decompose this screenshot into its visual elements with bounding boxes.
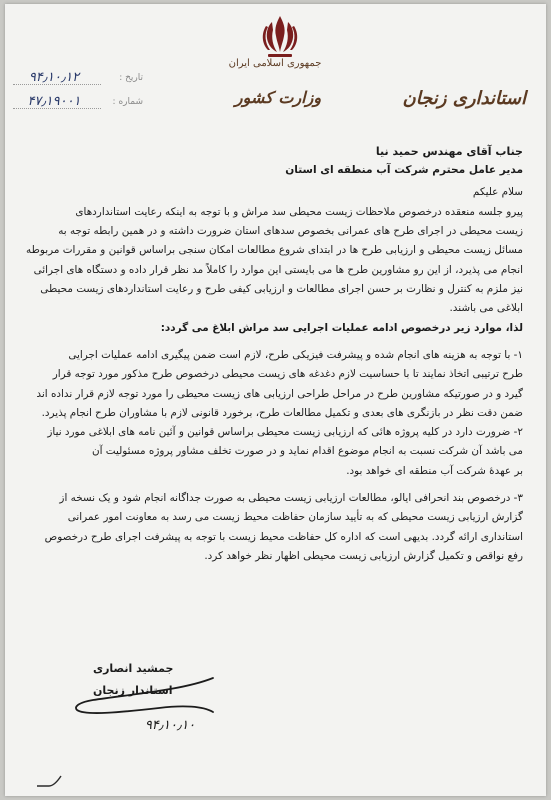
salutation: جناب آقای مهندس حمید نیا bbox=[375, 145, 523, 158]
intro-line: انجام می پذیرد، از این رو مشاورین طرح ها می بایستی این موارد را کاملاً مد نظر قرار داده و دستگاه های اجرائی bbox=[33, 263, 523, 276]
section-heading: لذا، موارد زیر درخصوص ادامه عملیات اجرایی سد مراش ابلاغ می گردد: bbox=[160, 321, 523, 334]
item-2-line: ۲- ضرورت دارد در کلیه پروژه هائی که ارزیابی زیست محیطی براساس قوانین و آئین نامه های ابلاغی مورد نیاز bbox=[47, 426, 523, 439]
ministry-name: وزارت کشور bbox=[234, 88, 322, 107]
intro-line: مسائل زیست محیطی و ارزیابی طرح ها در ابتدای شروع مطالعات امکان سنجی براساس قوانین و مقررات مربوطه bbox=[26, 244, 523, 257]
item-1-line: ضمن دقت نظر در بازنگری های بعدی و تکمیل مطالعات طرح، برخورد قانونی لازم با مشاوران طرح انجام پذیرد. bbox=[41, 406, 523, 419]
signer-title: استاندار زنجان bbox=[93, 684, 173, 697]
item-2-line: بر عهدهٔ شرکت آب منطقه ای خواهد بود. bbox=[346, 464, 523, 477]
item-3-line: استانداری ارائه گردد. بدیهی است که اداره کل حفاظت محیط زیست با توجه به پیشرفت اجرای طرح درخصوص bbox=[44, 530, 523, 543]
item-3-line: گزارش ارزیابی زیست محیطی که به تأیید سازمان حفاظت محیط زیست می رسد به معاونت امور عمرانی bbox=[67, 511, 523, 524]
date-field bbox=[13, 70, 143, 88]
intro-paragraph bbox=[23, 203, 523, 319]
item-1 bbox=[23, 346, 523, 423]
greeting: سلام علیکم bbox=[472, 185, 523, 198]
intro-line: زیست محیطی در اجرای طرح های عمرانی بخصوص سدهای استان ضرورت داشته و در همین رابطه توجه به bbox=[58, 225, 523, 238]
item-2-line: می باشد آن شرکت نسبت به انجام موضوع اقدام نماید و در صورت تخلف مشاور پروژه مسئولیت آن bbox=[91, 445, 523, 458]
letter-body bbox=[23, 142, 523, 566]
number-value: ۴۷٫۱۹۰۰۱ bbox=[27, 94, 81, 109]
number-field bbox=[13, 94, 143, 112]
republic-caption: جمهوری اسلامی ایران bbox=[228, 58, 322, 69]
date-value: ۹۴٫۱۰٫۱۲ bbox=[28, 70, 80, 85]
corner-mark bbox=[35, 772, 63, 788]
item-3 bbox=[23, 489, 523, 566]
item-1-line: ۱- با توجه به هزینه های انجام شده و پیشرفت فیزیکی طرح، لازم است ضمن پیگیری ادامه عملیات اجرایی bbox=[68, 348, 523, 361]
item-1-line: گیرد و در صورتیکه مشاورین طرح در مراحل طراحی ارزیابی های زیست محیطی را مورد توجه لازم قرار نداده اند bbox=[36, 387, 523, 400]
signer-name: جمشید انصاری bbox=[93, 662, 174, 675]
item-1-line: طرح ترتیبی اتخاذ نمایند تا با حساسیت لازم دغدغه های زیست محیطی درخصوص طرح مذکور مورد توجه قرار bbox=[52, 368, 523, 381]
governorate-name: استانداری زنجان bbox=[402, 88, 526, 109]
intro-line: ابلاغی می باشند. bbox=[449, 302, 523, 315]
handwritten-date: ۹۴٫۱۰٫۱۰ bbox=[144, 718, 196, 733]
number-label: شماره : bbox=[112, 97, 143, 107]
letter-page bbox=[5, 4, 546, 796]
date-label: تاریخ : bbox=[119, 73, 143, 83]
item-3-line: رفع نواقص و تکمیل گزارش ارزیابی زیست محیطی اظهار نظر خواهد کرد. bbox=[204, 549, 523, 562]
recipient-title: مدیر عامل محترم شرکت آب منطقه ای استان bbox=[285, 164, 523, 177]
intro-line: پیرو جلسه منعقده درخصوص ملاحظات زیست محیطی سد مراش و با توجه به اینکه رعایت استانداردهای bbox=[75, 205, 523, 218]
iran-emblem-icon bbox=[260, 12, 300, 60]
intro-line: نیز ملزم به کنترل و نظارت بر حسن اجرای مطالعات و ارزیابی کیفی طرح و رعایت استانداردهای زیست محیطی bbox=[40, 283, 523, 296]
item-3-line: ۳- درخصوص بند انحرافی ایالو، مطالعات ارزیابی زیست محیطی به صورت جداگانه انجام شود و یک نسخه از bbox=[59, 492, 523, 505]
item-2 bbox=[23, 423, 523, 481]
